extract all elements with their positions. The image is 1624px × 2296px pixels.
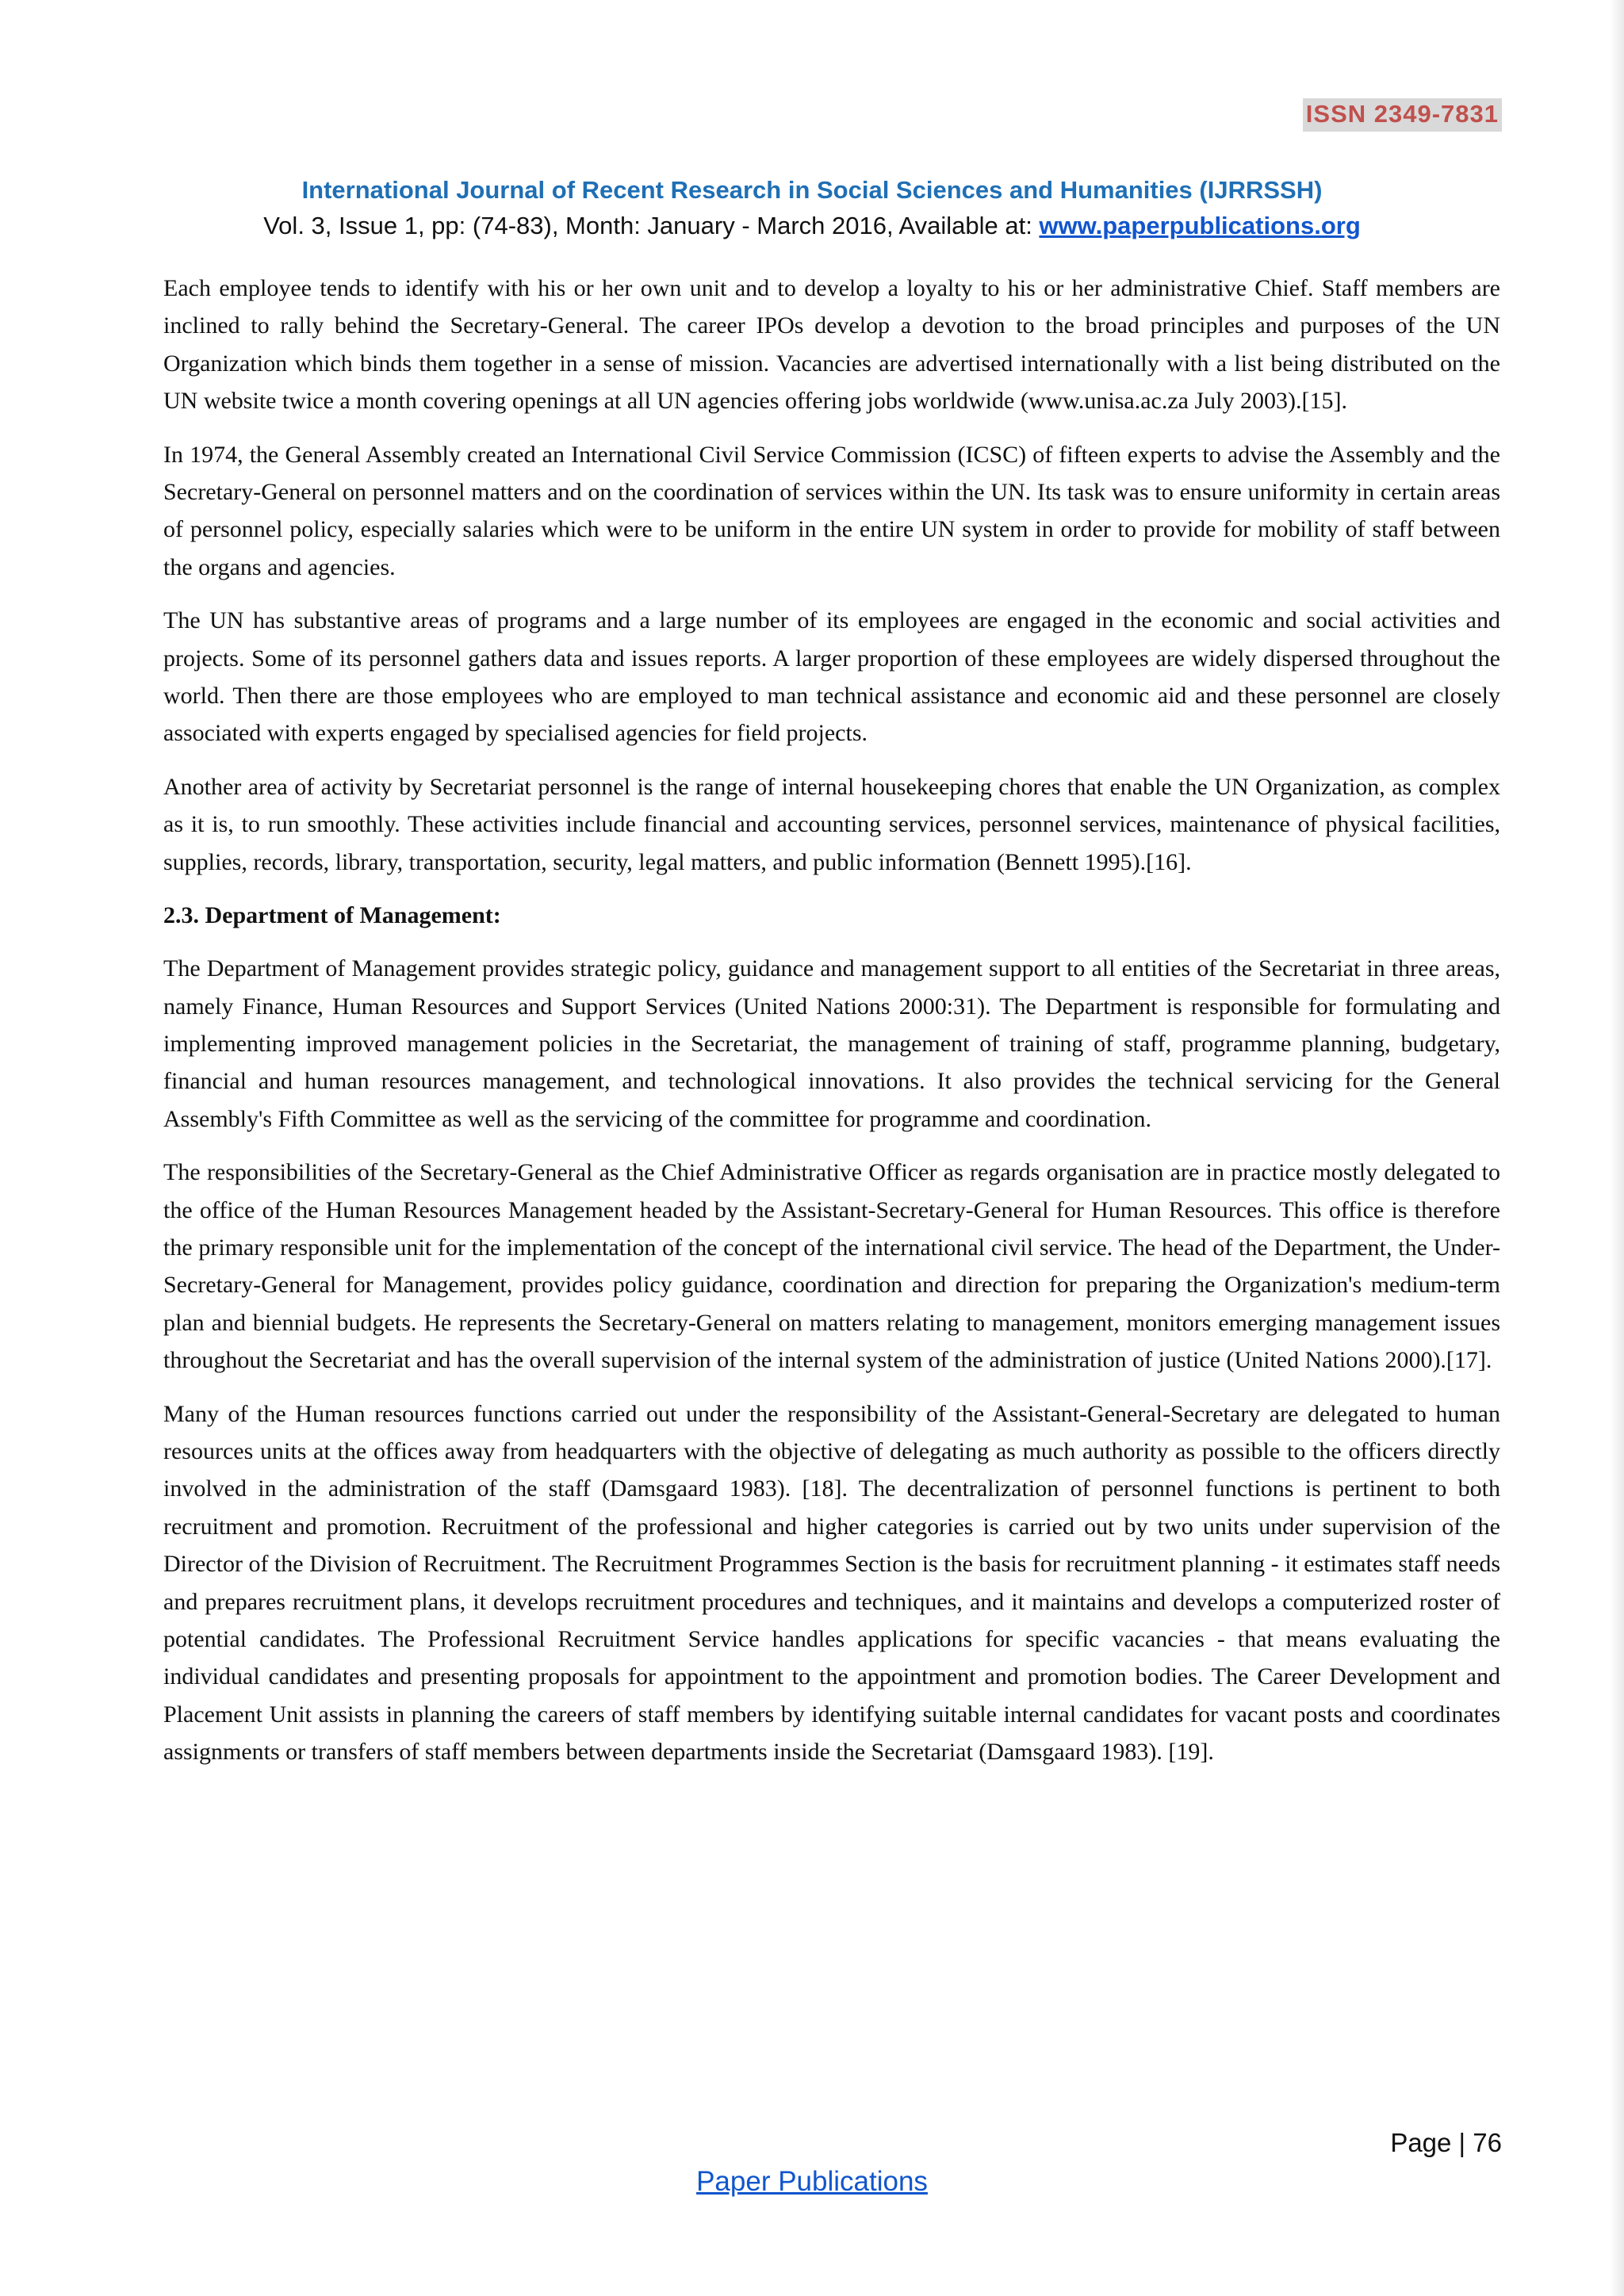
journal-volume-info	[0, 208, 1624, 244]
paragraph: Many of the Human resources functions carried out under the responsibility of the Assistant-General-Secretary are delegated to human resources units at the offices away from headquarters with the objective of delegating as much authority as possible to the officers directly involved in the administration of the staff (Damsgaard 1983). [18]. The decentralization of personnel functions is pertinent to both recruitment and promotion. Recruitment of the professional and higher categories is carried out by two units under supervision of the Director of the Division of Recruitment. The Recruitment Programmes Section is the basis for recruitment planning - it estimates staff needs and prepares recruitment plans, it develops recruitment procedures and techniques, and it maintains and develops a computerized roster of potential candidates. The Professional Recruitment Service handles applications for specific vacancies - that means evaluating the individual candidates and presenting proposals for appointment to the appointment and promotion bodies. The Career Development and Placement Unit assists in planning the careers of staff members by identifying suitable internal candidates for vacant posts and coordinates assignments or transfers of staff members between departments inside the Secretariat (Damsgaard 1983). [19].	[163, 1400, 1500, 1766]
publisher-link[interactable]: Paper Publications	[696, 2166, 928, 2197]
paragraph: Each employee tends to identify with his or her own unit and to develop a loyalty to his or her administrative Chief. Staff members are inclined to rally behind the Secretary-General. The career IPOs develop a devotion to the broad principles and purposes of the UN Organization which binds them together in a sense of mission. Vacancies are advertised internationally with a list being distributed on the UN website twice a month covering openings at all UN agencies offering jobs worldwide (www.unisa.ac.za July 2003).[15].	[163, 275, 1500, 415]
paragraph: The Department of Management provides strategic policy, guidance and management support to all entities of the Secretariat in three areas, namely Finance, Human Resources and Support Services (United Nations 2000:31). The Department is responsible for formulating and implementing improved management policies in the Secretariat, the management of training of staff, programme planning, budgetary, financial and human resources management, and technological innovations. It also provides the technical servicing for the General Assembly's Fifth Committee as well as the servicing of the committee for programme and coordination.	[163, 955, 1500, 1132]
page-number: Page | 76	[1390, 2128, 1502, 2157]
footer	[0, 2164, 1624, 2199]
journal-header	[0, 173, 1624, 244]
journal-website-link[interactable]: www.paperpublications.org	[1039, 212, 1361, 239]
volume-info-text: Vol. 3, Issue 1, pp: (74-83), Month: January - March 2016, Available at:	[263, 212, 1040, 239]
paragraph: The responsibilities of the Secretary-General as the Chief Administrative Officer as regards organisation are in practice mostly delegated to the office of the Human Resources Management headed by the Assistant-Secretary-General for Human Resources. This office is therefore the primary responsible unit for the implementation of the concept of the international civil service. The head of the Department, the Under-Secretary-General for Management, provides policy guidance, coordination and direction for preparing the Organization's medium-term plan and biennial budgets. He represents the Secretary-General on matters relating to management, monitors emerging management issues throughout the Secretariat and has the overall supervision of the internal system of the administration of justice (United Nations 2000).[17].	[163, 1159, 1500, 1374]
paragraph: In 1974, the General Assembly created an International Civil Service Commission (ICSC) of fifteen experts to advise the Assembly and the Secretary-General on personnel matters and on the coordination of services within the UN. Its task was to ensure uniformity in certain areas of personnel policy, especially salaries which were to be uniform in the entire UN system in order to provide for mobility of staff between the organs and agencies.	[163, 441, 1500, 580]
page-edge-shadow	[1610, 0, 1624, 2296]
paragraph: Another area of activity by Secretariat personnel is the range of internal housekeeping chores that enable the UN Organization, as complex as it is, to run smoothly. These activities include financial and accounting services, personnel services, maintenance of physical facilities, supplies, records, library, transportation, security, legal matters, and public information (Bennett 1995).[16].	[163, 773, 1500, 875]
article-body	[163, 270, 1500, 1787]
issn-badge: ISSN 2349-7831	[1303, 98, 1502, 132]
journal-title: International Journal of Recent Research in Social Sciences and Humanities (IJRRSSH)	[301, 176, 1323, 204]
paragraph: The UN has substantive areas of programs and a large number of its employees are engaged in the economic and social activities and projects. Some of its personnel gathers data and issues reports. A larger proportion of these employees are widely dispersed throughout the world. Then there are those employees who are employed to man technical assistance and economic aid and these personnel are closely associated with experts engaged by specialised agencies for field projects.	[163, 607, 1500, 747]
section-heading: 2.3. Department of Management:	[163, 902, 501, 929]
